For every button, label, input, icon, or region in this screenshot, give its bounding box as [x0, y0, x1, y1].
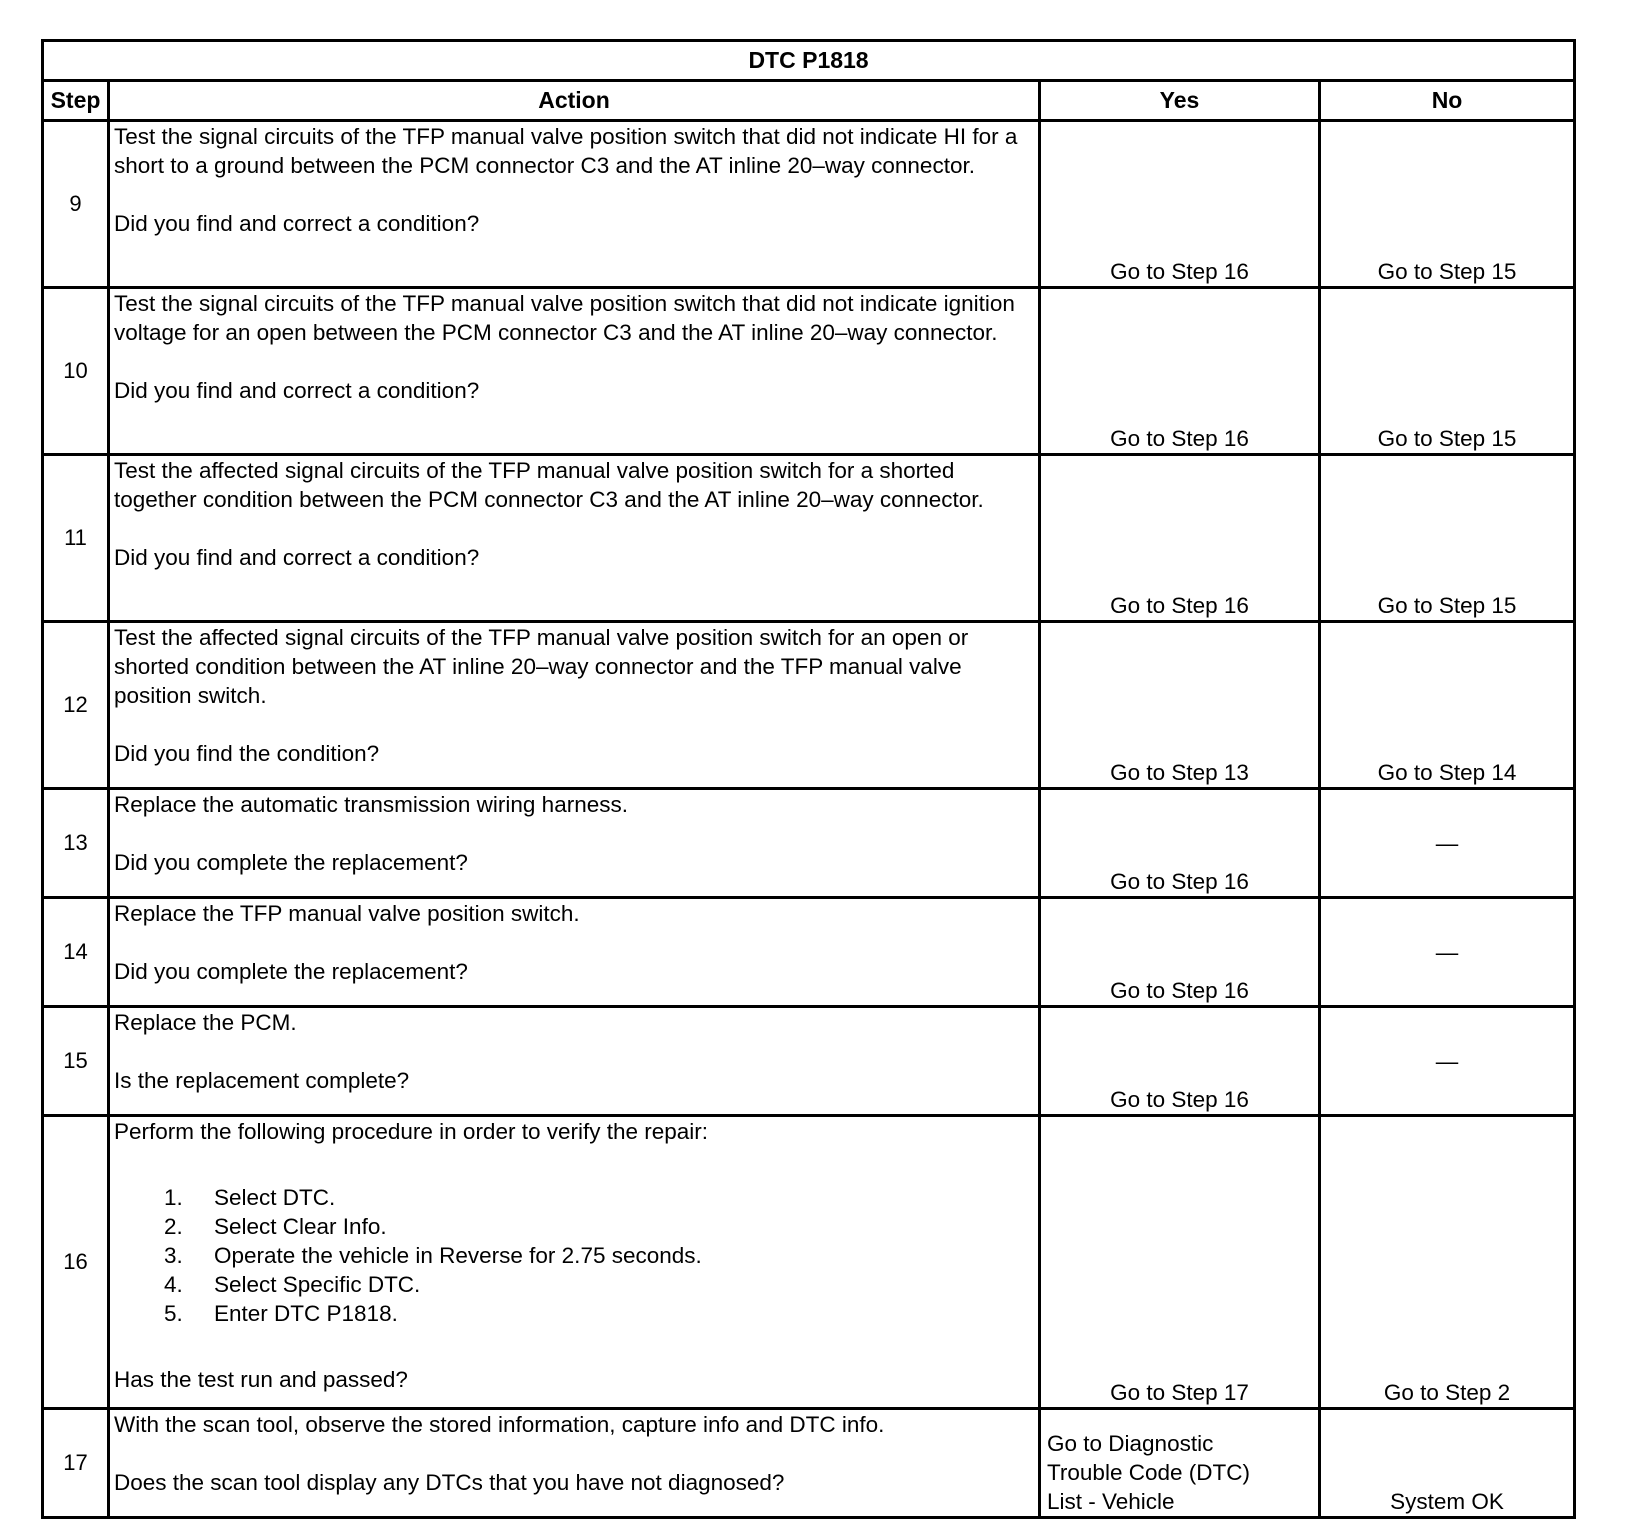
yes-result	[1040, 1409, 1320, 1518]
action-text: Replace the PCM.	[114, 1010, 297, 1035]
table-row	[43, 1007, 1575, 1116]
procedure-step-number: 4.	[164, 1272, 183, 1297]
action-text: Replace the TFP manual valve position switch.	[114, 901, 580, 926]
table-row	[43, 1409, 1575, 1518]
procedure-step-text: Select Specific DTC.	[214, 1272, 421, 1297]
action-cell	[109, 455, 1040, 622]
step-number: 15	[43, 1007, 109, 1116]
procedure-step	[114, 1241, 1034, 1270]
no-result: Go to Step 15	[1320, 121, 1575, 288]
no-result: Go to Step 15	[1320, 455, 1575, 622]
table-row	[43, 789, 1575, 898]
action-question: Did you find and correct a condition?	[114, 545, 480, 570]
yes-result-line: Trouble Code (DTC)	[1047, 1460, 1250, 1485]
action-text: With the scan tool, observe the stored information, capture info and DTC info.	[114, 1412, 885, 1437]
step-number: 11	[43, 455, 109, 622]
action-question: Did you find the condition?	[114, 741, 380, 766]
procedure-step	[114, 1299, 1034, 1328]
table-row	[43, 455, 1575, 622]
header-no: No	[1320, 81, 1575, 121]
action-cell	[109, 789, 1040, 898]
action-text: Test the signal circuits of the TFP manual valve position switch that did not indicate ignition voltage for an open between the PCM connector C3 and the AT inline 20–way connector.	[114, 291, 1015, 345]
step-number: 13	[43, 789, 109, 898]
step-number: 17	[43, 1409, 109, 1518]
step-number: 12	[43, 622, 109, 789]
table-title: DTC P1818	[43, 41, 1575, 81]
action-cell	[109, 1007, 1040, 1116]
yes-result: Go to Step 16	[1040, 121, 1320, 288]
action-text: Test the signal circuits of the TFP manual valve position switch that did not indicate HI for a short to a ground between the PCM connector C3 and the AT inline 20–way connector.	[114, 124, 1018, 178]
procedure-list	[114, 1183, 1034, 1328]
step-number: 10	[43, 288, 109, 455]
procedure-step-text: Operate the vehicle in Reverse for 2.75 seconds.	[214, 1243, 702, 1268]
table-row	[43, 121, 1575, 288]
header-row	[43, 81, 1575, 121]
procedure-step-number: 3.	[164, 1243, 183, 1268]
no-result: Go to Step 14	[1320, 622, 1575, 789]
action-text: Test the affected signal circuits of the TFP manual valve position switch for an open or shorted condition between the AT inline 20–way connector and the TFP manual valve position switch.	[114, 625, 969, 708]
action-question: Did you complete the replacement?	[114, 959, 468, 984]
table-row	[43, 898, 1575, 1007]
procedure-step-number: 5.	[164, 1301, 183, 1326]
yes-result: Go to Step 16	[1040, 288, 1320, 455]
action-cell	[109, 288, 1040, 455]
table-row	[43, 1116, 1575, 1409]
action-cell	[109, 1409, 1040, 1518]
no-result: —	[1320, 789, 1575, 898]
yes-result: Go to Step 16	[1040, 455, 1320, 622]
header-yes: Yes	[1040, 81, 1320, 121]
header-action: Action	[109, 81, 1040, 121]
action-cell	[109, 622, 1040, 789]
table-row	[43, 622, 1575, 789]
action-cell	[109, 898, 1040, 1007]
action-text: Replace the automatic transmission wiring harness.	[114, 792, 628, 817]
yes-result: Go to Step 17	[1040, 1116, 1320, 1409]
no-result: Go to Step 15	[1320, 288, 1575, 455]
procedure-step-text: Select Clear Info.	[214, 1214, 387, 1239]
table-row	[43, 288, 1575, 455]
yes-result-line: Go to Diagnostic	[1047, 1431, 1214, 1456]
procedure-step-number: 2.	[164, 1214, 183, 1239]
action-question: Is the replacement complete?	[114, 1068, 410, 1093]
no-result: —	[1320, 898, 1575, 1007]
action-question: Has the test run and passed?	[114, 1367, 408, 1392]
procedure-step	[114, 1270, 1034, 1299]
procedure-step-text: Select DTC.	[214, 1185, 336, 1210]
procedure-step-number: 1.	[164, 1185, 183, 1210]
procedure-step	[114, 1212, 1034, 1241]
action-text: Test the affected signal circuits of the TFP manual valve position switch for a shorted together condition between the PCM connector C3 and the AT inline 20–way connector.	[114, 458, 984, 512]
step-number: 16	[43, 1116, 109, 1409]
action-question: Did you find and correct a condition?	[114, 378, 480, 403]
action-cell	[109, 121, 1040, 288]
action-question: Did you complete the replacement?	[114, 850, 468, 875]
step-number: 9	[43, 121, 109, 288]
procedure-step-text: Enter DTC P1818.	[214, 1301, 398, 1326]
action-question: Did you find and correct a condition?	[114, 211, 480, 236]
procedure-step	[114, 1183, 1034, 1212]
step-number: 14	[43, 898, 109, 1007]
dtc-table	[41, 39, 1576, 1519]
yes-result: Go to Step 13	[1040, 622, 1320, 789]
header-step: Step	[43, 81, 109, 121]
yes-result-line: List - Vehicle	[1047, 1489, 1175, 1514]
yes-result: Go to Step 16	[1040, 898, 1320, 1007]
no-result: System OK	[1320, 1409, 1575, 1518]
no-result: —	[1320, 1007, 1575, 1116]
action-cell	[109, 1116, 1040, 1409]
yes-result: Go to Step 16	[1040, 1007, 1320, 1116]
action-question: Does the scan tool display any DTCs that you have not diagnosed?	[114, 1470, 785, 1495]
yes-result: Go to Step 16	[1040, 789, 1320, 898]
action-text: Perform the following procedure in order to verify the repair:	[114, 1119, 709, 1144]
title-row	[43, 41, 1575, 81]
no-result: Go to Step 2	[1320, 1116, 1575, 1409]
